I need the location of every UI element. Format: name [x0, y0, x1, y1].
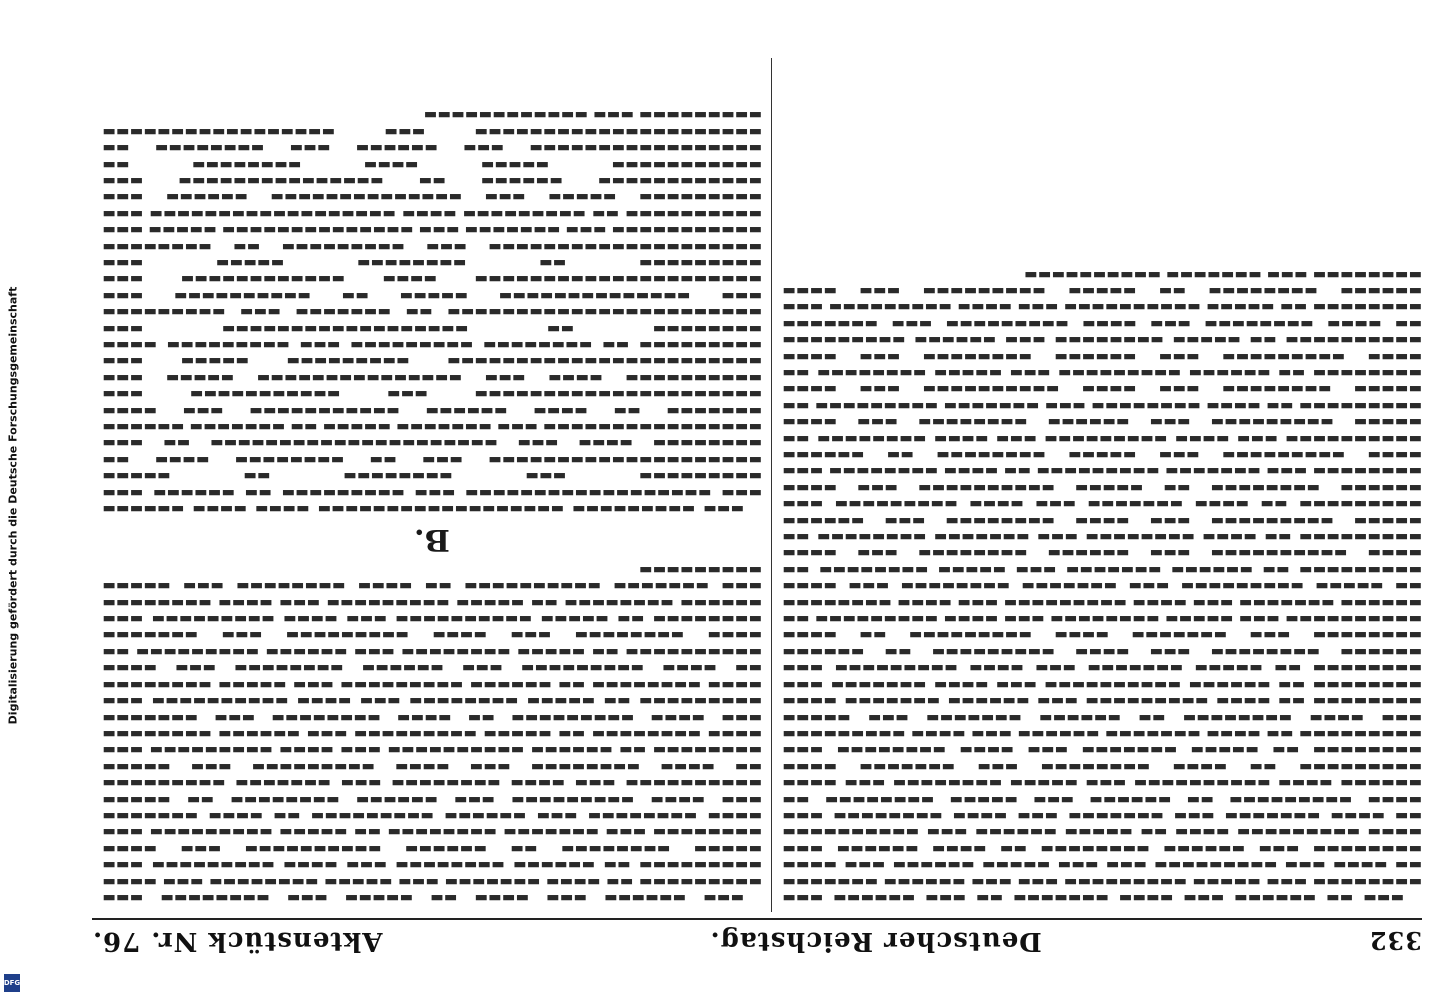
- page-content-rotated: [92, 58, 1422, 958]
- header-rule: [92, 918, 1422, 920]
- right-column-text-bottom: ▬▬▬ ▬▬▬▬▬▬▬▬▬ ▬▬▬▬▬▬▬▬▬▬▬▬▬▬▬▬▬▬ ▬▬▬▬ ▬▬▬▬ ▬▬▬▬▬▬ ▬▬▬ ▬▬▬▬▬▬▬▬▬▬▬▬▬▬▬▬▬▬ ▬▬▬ ▬▬▬▬▬▬▬▬▬ ▬▬ ▬▬▬▬▬▬ ▬▬▬ ▬▬▬▬▬▬▬▬▬ ▬▬▬ ▬▬▬▬▬▬▬▬ ▬▬ ▬▬▬▬▬ ▬▬▬▬▬▬▬▬▬▬▬▬▬▬▬▬▬▬▬▬ ▬▬▬ ▬▬ ▬▬▬▬▬▬▬▬ ▬▬▬▬ ▬▬ ▬▬▬▬▬▬▬▬ ▬▬▬▬ ▬▬▬ ▬▬▬▬▬▬▬▬▬▬▬▬▬▬▬▬▬▬▬▬▬ ▬▬ ▬▬▬ ▬▬▬▬▬▬▬▬▬▬▬▬▬▬▬▬ ▬▬▬ ▬▬▬▬▬▬▬ ▬▬▬▬▬ ▬▬ ▬▬▬▬▬▬▬ ▬▬▬▬▬▬ ▬▬▬▬▬▬▬ ▬▬ ▬▬▬▬ ▬▬▬▬▬▬ ▬▬▬▬▬▬▬▬▬▬▬ ▬▬▬ ▬▬▬▬ ▬▬▬▬▬▬▬▬▬▬▬▬▬▬▬▬▬▬▬▬▬ ▬▬▬ ▬▬▬▬▬▬▬▬▬▬▬ ▬▬▬ ▬▬▬▬▬▬▬▬▬▬ ▬▬▬▬ ▬▬▬ ▬▬▬▬▬▬▬▬▬▬▬▬▬▬▬ ▬▬▬▬▬ ▬▬▬ ▬▬▬▬▬▬▬▬▬▬▬▬▬▬▬▬▬▬▬▬▬▬▬ ▬▬▬▬▬▬▬▬▬ ▬▬▬▬▬ ▬▬▬ ▬▬▬▬▬▬▬▬▬ ▬▬ ▬▬▬▬▬▬▬▬ ▬▬▬▬▬▬▬▬▬ ▬▬▬ ▬▬▬▬▬▬▬▬▬ ▬▬▬▬ ▬▬▬▬▬▬▬▬ ▬▬ ▬▬▬▬▬▬▬▬▬▬▬▬▬▬▬▬▬▬ ▬▬▬ ▬▬▬▬▬▬▬▬▬▬▬▬▬▬▬▬▬▬▬▬▬▬▬ ▬▬ ▬▬▬▬▬▬▬ ▬▬▬ ▬▬▬▬▬▬▬▬▬ ▬▬▬ ▬▬▬▬▬▬▬▬▬▬▬▬▬▬ ▬▬▬▬▬ ▬▬ ▬▬▬▬▬▬▬▬▬▬ ▬▬▬ ▬▬▬▬▬▬▬▬▬▬▬▬▬▬▬▬▬▬▬▬▬ ▬▬▬▬ ▬▬▬▬▬▬▬▬▬▬▬▬ ▬▬▬ ▬▬▬▬▬▬▬▬▬ ▬▬ ▬▬▬▬▬▬▬▬ ▬▬▬▬▬ ▬▬▬ ▬▬▬▬▬▬▬▬▬▬▬▬▬▬▬▬▬▬▬▬ ▬▬▬ ▬▬▬▬▬▬▬▬▬ ▬▬ ▬▬▬▬▬▬▬▬ ▬▬▬▬▬▬▬▬▬▬▬ ▬▬▬ ▬▬▬▬▬▬▬ ▬▬▬ ▬▬▬▬▬▬▬▬▬▬▬▬▬▬ ▬▬▬▬▬ ▬▬▬ ▬▬▬▬▬▬▬▬▬▬ ▬▬ ▬▬▬▬▬▬▬▬▬ ▬▬▬▬ ▬▬▬▬▬▬▬▬▬▬▬▬▬▬▬▬▬▬ ▬▬▬ ▬▬▬▬▬▬▬▬▬ ▬▬▬▬▬ ▬▬▬ ▬▬▬▬▬▬▬▬▬▬▬▬▬▬ ▬▬▬▬▬▬ ▬▬▬ ▬▬▬▬▬▬▬▬▬▬▬▬ ▬▬▬▬▬▬ ▬▬ ▬▬▬▬▬▬▬▬▬▬▬▬▬▬▬ ▬▬▬ ▬▬▬▬▬▬▬▬▬▬▬ ▬▬▬▬▬ ▬▬▬▬ ▬▬▬▬▬▬▬▬ ▬▬ ▬▬▬▬▬▬▬▬▬▬▬▬▬▬▬▬▬ ▬▬▬ ▬▬▬▬▬▬ ▬▬▬ ▬▬▬▬▬▬▬▬ ▬▬ ▬▬▬▬▬▬▬▬▬▬▬▬▬▬▬▬▬▬▬▬▬ ▬▬▬ ▬▬▬▬▬▬▬▬▬▬▬▬▬▬▬▬▬ ▬▬▬▬▬▬▬▬▬ ▬▬▬ ▬▬▬▬▬▬▬▬▬▬▬▬: [102, 107, 762, 518]
- dfg-logo: [4, 974, 20, 992]
- left-column-text: ▬▬▬ ▬▬ ▬▬▬▬▬▬ ▬▬▬ ▬▬▬▬ ▬▬▬▬▬▬▬ ▬▬ ▬▬▬ ▬▬▬▬▬▬ ▬▬▬ ▬▬▬▬▬▬▬▬ ▬▬▬ ▬▬▬▬▬ ▬▬▬▬▬▬▬▬▬ ▬▬▬ ▬▬▬ ▬▬▬▬▬▬ ▬▬▬▬▬▬▬ ▬▬ ▬▬▬▬ ▬▬▬ ▬▬▬▬▬▬▬▬▬ ▬▬▬ ▬▬▬ ▬▬▬▬▬ ▬▬▬▬▬▬ ▬▬▬ ▬▬▬▬ ▬▬▬▬▬▬▬▬ ▬▬▬ ▬▬▬▬▬▬ ▬▬▬▬▬▬▬▬ ▬▬ ▬▬▬▬ ▬▬▬▬▬▬ ▬▬▬ ▬▬▬▬ ▬▬▬▬▬▬▬▬▬ ▬▬▬▬ ▬▬ ▬▬▬▬▬ ▬▬▬▬▬▬ ▬▬▬ ▬▬▬▬▬▬▬▬▬▬ ▬▬ ▬▬▬▬ ▬▬▬▬▬▬▬ ▬▬▬ ▬▬▬▬▬▬▬ ▬▬▬ ▬▬▬▬ ▬▬▬▬▬▬▬▬ ▬▬▬ ▬▬▬▬ ▬▬▬▬▬▬▬▬▬ ▬▬ ▬▬▬▬▬▬ ▬▬▬ ▬▬▬▬▬ ▬▬▬▬▬▬▬▬ ▬▬ ▬▬▬▬▬▬ ▬▬▬▬ ▬▬▬▬▬▬▬▬▬▬ ▬▬▬ ▬▬▬▬▬ ▬▬▬▬▬▬▬▬ ▬▬▬ ▬▬▬▬ ▬▬▬▬▬▬▬▬▬ ▬▬ ▬▬▬▬ ▬▬▬▬▬▬▬▬ ▬▬▬ ▬▬▬▬▬▬▬ ▬▬▬▬ ▬▬▬▬▬▬▬▬ ▬▬ ▬▬▬▬▬ ▬▬▬▬▬▬▬ ▬▬▬ ▬▬▬▬ ▬▬▬▬▬▬▬▬ ▬▬▬ ▬▬▬▬▬▬▬▬▬ ▬▬ ▬▬▬▬ ▬▬▬▬▬▬▬ ▬▬▬▬▬▬ ▬▬▬ ▬▬▬▬ ▬▬▬▬▬▬▬▬▬ ▬▬▬ ▬▬▬▬ ▬▬▬▬▬▬▬▬ ▬▬ ▬▬▬▬▬▬ ▬▬▬▬▬▬▬ ▬▬▬ ▬▬▬▬▬ ▬▬▬▬▬▬▬▬ ▬▬ ▬▬▬▬ ▬▬▬▬▬▬▬▬▬ ▬▬▬ ▬▬▬▬▬▬ ▬▬▬▬▬▬▬ ▬▬▬▬ ▬▬▬▬▬▬▬▬ ▬▬ ▬▬▬▬▬▬ ▬▬▬▬▬▬▬▬▬▬ ▬▬▬ ▬▬▬▬ ▬▬▬▬▬▬▬ ▬▬▬ ▬▬▬▬▬▬▬▬ ▬▬ ▬▬▬▬▬ ▬▬▬▬▬▬▬ ▬▬▬ ▬▬▬▬ ▬▬▬▬▬▬▬▬▬ ▬▬▬ ▬▬▬▬▬▬ ▬▬▬▬▬▬▬▬ ▬▬▬ ▬▬▬▬ ▬▬▬▬▬▬▬▬▬ ▬▬ ▬▬▬▬▬▬ ▬▬▬▬▬▬▬▬ ▬▬▬ ▬▬▬▬▬▬▬ ▬▬▬▬ ▬▬▬▬▬▬▬▬▬ ▬▬ ▬▬▬▬ ▬▬▬▬▬▬▬▬▬▬ ▬▬▬ ▬▬▬▬▬ ▬▬▬▬▬▬▬▬ ▬▬▬ ▬▬▬▬ ▬▬▬▬▬▬▬▬▬ ▬▬ ▬▬▬▬▬▬ ▬▬▬▬▬▬▬ ▬▬▬ ▬▬▬▬ ▬▬▬▬▬▬▬▬▬ ▬▬▬ ▬▬▬▬ ▬▬▬▬▬▬▬▬ ▬▬ ▬▬▬▬▬ ▬▬▬▬▬▬▬▬▬ ▬▬▬ ▬▬▬▬▬▬▬ ▬▬▬▬▬▬▬▬ ▬▬▬ ▬▬▬▬ ▬▬▬▬▬▬▬▬▬ ▬▬ ▬▬▬▬▬▬ ▬▬▬▬▬▬▬ ▬▬▬ ▬▬▬▬▬ ▬▬▬▬▬▬▬▬ ▬▬ ▬▬▬▬ ▬▬▬▬▬▬▬▬▬▬ ▬▬▬ ▬▬▬▬▬▬ ▬▬▬▬▬▬▬▬ ▬▬▬ ▬▬▬▬ ▬▬▬▬▬▬▬▬▬ ▬▬ ▬▬▬▬ ▬▬▬▬▬▬▬▬ ▬▬▬ ▬▬▬▬▬▬▬ ▬▬▬▬▬▬▬▬ ▬▬ ▬▬▬▬▬ ▬▬▬▬▬▬▬▬▬ ▬▬▬ ▬▬▬▬ ▬▬▬▬▬▬▬▬ ▬▬▬ ▬▬▬▬▬▬ ▬▬▬▬▬▬▬▬▬ ▬▬ ▬▬▬▬ ▬▬▬▬▬▬▬ ▬▬▬ ▬▬▬▬ ▬▬▬▬▬▬▬▬▬ ▬▬▬ ▬▬▬▬▬▬ ▬▬▬▬▬▬▬▬ ▬▬ ▬▬▬▬▬ ▬▬▬▬▬▬▬▬▬▬ ▬▬▬ ▬▬▬▬ ▬▬▬▬▬▬▬▬ ▬▬▬ ▬▬▬▬▬▬▬ ▬▬▬▬▬▬▬▬▬ ▬▬ ▬▬▬▬ ▬▬▬▬▬▬▬▬ ▬▬▬ ▬▬▬▬ ▬▬▬▬▬▬▬▬▬ ▬▬▬ ▬▬▬▬▬ ▬▬▬▬▬▬▬▬ ▬▬ ▬▬▬▬▬▬ ▬▬▬▬▬▬▬▬▬▬ ▬▬▬ ▬▬▬▬ ▬▬▬▬▬▬▬▬▬ ▬▬▬ ▬▬▬▬ ▬▬▬▬▬▬▬▬ ▬▬ ▬▬▬▬▬ ▬▬▬▬▬▬▬▬▬ ▬▬▬ ▬▬▬▬▬▬ ▬▬▬▬▬▬▬▬ ▬▬▬ ▬▬▬▬ ▬▬▬▬▬▬▬▬▬ ▬▬ ▬▬▬▬ ▬▬▬▬▬▬▬▬ ▬▬▬ ▬▬▬▬▬▬▬ ▬▬▬▬▬▬▬▬▬ ▬▬ ▬▬▬▬▬ ▬▬▬▬▬▬▬▬ ▬▬▬ ▬▬▬▬ ▬▬▬▬▬▬▬▬▬▬ ▬▬▬ ▬▬▬▬ ▬▬▬▬▬▬▬▬ ▬▬ ▬▬▬▬▬▬ ▬▬▬▬▬▬▬▬▬ ▬▬▬ ▬▬▬▬▬ ▬▬▬▬▬▬▬▬ ▬▬ ▬▬▬▬ ▬▬▬▬▬▬▬▬▬ ▬▬▬ ▬▬▬▬▬▬ ▬▬▬▬▬▬▬▬ ▬▬▬ ▬▬▬▬ ▬▬▬▬▬▬▬▬▬▬ ▬▬ ▬▬▬▬▬ ▬▬▬▬▬▬▬▬ ▬▬▬ ▬▬▬▬▬▬ ▬▬▬▬▬▬▬▬▬ ▬▬ ▬▬▬▬ ▬▬▬▬▬▬▬▬ ▬▬▬ ▬▬▬▬ ▬▬▬▬▬▬▬▬▬ ▬▬▬ ▬▬▬▬▬▬▬ ▬▬▬▬▬▬▬▬ ▬▬ ▬▬▬▬▬ ▬▬▬▬▬▬▬▬▬▬ ▬▬▬ ▬▬▬▬ ▬▬▬▬▬▬▬▬▬ ▬▬▬ ▬▬▬▬▬▬ ▬▬▬▬▬▬▬▬ ▬▬ ▬▬▬▬▬ ▬▬▬▬▬▬▬▬▬ ▬▬▬ ▬▬▬▬ ▬▬▬▬▬▬▬▬ ▬▬▬ ▬▬▬▬▬▬▬ ▬▬▬▬▬▬▬▬▬▬: [782, 266, 1422, 906]
- page-header: [92, 924, 1422, 958]
- section-letter: B.: [414, 522, 450, 558]
- column-divider: [771, 58, 772, 912]
- left-column: [782, 58, 1422, 906]
- digitization-note: Digitalisierung gefördert durch die Deutsche Forschungsgemeinschaft: [6, 286, 20, 724]
- digitization-footer: [2, 10, 24, 1000]
- publication-title: Deutscher Reichstag.: [709, 926, 1042, 956]
- page-number: 332: [1368, 926, 1422, 956]
- dfg-logo-text: DFG: [3, 979, 21, 987]
- right-column-text-top: ▬▬▬ ▬▬▬▬▬▬ ▬▬▬ ▬▬▬▬ ▬▬ ▬▬▬▬▬ ▬▬▬ ▬▬▬▬▬▬▬▬ ▬▬▬ ▬▬▬▬▬▬▬▬▬ ▬▬ ▬▬▬▬ ▬▬▬▬▬▬▬ ▬▬▬ ▬▬▬▬▬ ▬▬▬▬▬▬▬▬ ▬▬▬ ▬▬▬▬ ▬▬▬▬▬▬▬▬▬ ▬▬ ▬▬▬▬▬▬ ▬▬▬▬▬▬▬▬ ▬▬▬ ▬▬▬▬ ▬▬▬▬▬▬▬▬▬ ▬▬▬ ▬▬▬▬▬ ▬▬▬▬▬▬▬▬ ▬▬ ▬▬▬▬▬▬ ▬▬▬▬▬▬▬▬▬▬ ▬▬▬ ▬▬▬▬ ▬▬▬▬▬▬▬▬ ▬▬▬ ▬▬▬▬▬▬▬ ▬▬▬▬▬▬▬▬ ▬▬ ▬▬▬▬▬ ▬▬▬▬▬▬▬▬▬ ▬▬▬ ▬▬▬▬ ▬▬▬▬▬▬▬▬ ▬▬▬ ▬▬▬▬▬▬ ▬▬▬▬▬▬▬▬▬ ▬▬ ▬▬▬▬ ▬▬▬▬▬▬▬ ▬▬▬ ▬▬▬▬ ▬▬▬▬▬▬▬▬▬ ▬▬▬ ▬▬▬▬▬▬ ▬▬▬▬▬▬▬▬ ▬▬ ▬▬▬▬▬ ▬▬▬▬▬▬▬▬▬▬ ▬▬▬ ▬▬▬▬ ▬▬▬▬▬▬▬▬ ▬▬▬ ▬▬▬▬▬▬▬ ▬▬▬▬▬▬▬▬▬ ▬▬ ▬▬▬▬ ▬▬▬▬▬▬▬▬ ▬▬▬ ▬▬▬▬ ▬▬▬▬▬▬▬▬▬ ▬▬▬ ▬▬▬▬▬ ▬▬▬▬▬▬▬▬ ▬▬ ▬▬▬▬▬▬ ▬▬▬▬▬▬▬▬▬▬ ▬▬▬ ▬▬▬▬ ▬▬▬▬▬▬▬▬▬ ▬▬▬ ▬▬▬▬ ▬▬▬▬▬▬▬▬ ▬▬ ▬▬▬▬▬ ▬▬▬▬▬▬▬▬▬ ▬▬▬ ▬▬▬▬▬▬ ▬▬▬▬▬▬▬▬ ▬▬▬ ▬▬▬▬ ▬▬▬▬▬▬▬▬▬ ▬▬ ▬▬▬▬ ▬▬▬▬▬▬▬▬ ▬▬▬ ▬▬▬▬▬▬▬ ▬▬▬▬▬▬▬▬▬ ▬▬ ▬▬▬▬▬ ▬▬▬▬▬▬▬▬ ▬▬▬ ▬▬▬▬ ▬▬▬▬▬▬▬▬▬▬ ▬▬▬ ▬▬▬▬ ▬▬▬▬▬▬▬▬ ▬▬ ▬▬▬▬▬▬ ▬▬▬▬▬▬▬▬▬ ▬▬▬ ▬▬▬▬▬ ▬▬▬▬▬▬▬▬ ▬▬ ▬▬▬▬ ▬▬▬▬▬▬▬▬▬ ▬▬▬ ▬▬▬▬▬▬ ▬▬▬▬▬▬▬▬ ▬▬▬ ▬▬▬▬ ▬▬▬▬▬▬▬▬▬▬ ▬▬ ▬▬▬▬▬ ▬▬▬▬▬▬▬▬ ▬▬▬ ▬▬▬▬▬▬ ▬▬▬▬▬▬▬▬▬ ▬▬ ▬▬▬▬ ▬▬▬▬▬▬▬▬ ▬▬▬ ▬▬▬▬ ▬▬▬▬▬▬▬▬▬ ▬▬▬ ▬▬▬▬▬▬▬ ▬▬▬▬▬▬▬▬ ▬▬ ▬▬▬▬▬ ▬▬▬▬▬▬▬▬▬▬ ▬▬▬ ▬▬▬▬ ▬▬▬▬▬▬▬▬▬ ▬▬▬ ▬▬▬▬▬▬ ▬▬▬▬▬▬▬▬ ▬▬ ▬▬▬▬▬ ▬▬▬▬▬▬▬▬▬ ▬▬▬ ▬▬▬▬ ▬▬▬▬▬▬▬▬ ▬▬▬ ▬▬▬▬▬▬▬ ▬▬▬▬▬▬▬▬▬▬ ▬▬ ▬▬▬▬ ▬▬▬▬▬▬▬▬ ▬▬▬ ▬▬▬▬▬ ▬▬▬▬▬▬▬▬▬: [102, 561, 762, 906]
- right-column: [102, 58, 762, 906]
- aktenstueck-number: Aktenstück Nr. 76.: [92, 926, 383, 956]
